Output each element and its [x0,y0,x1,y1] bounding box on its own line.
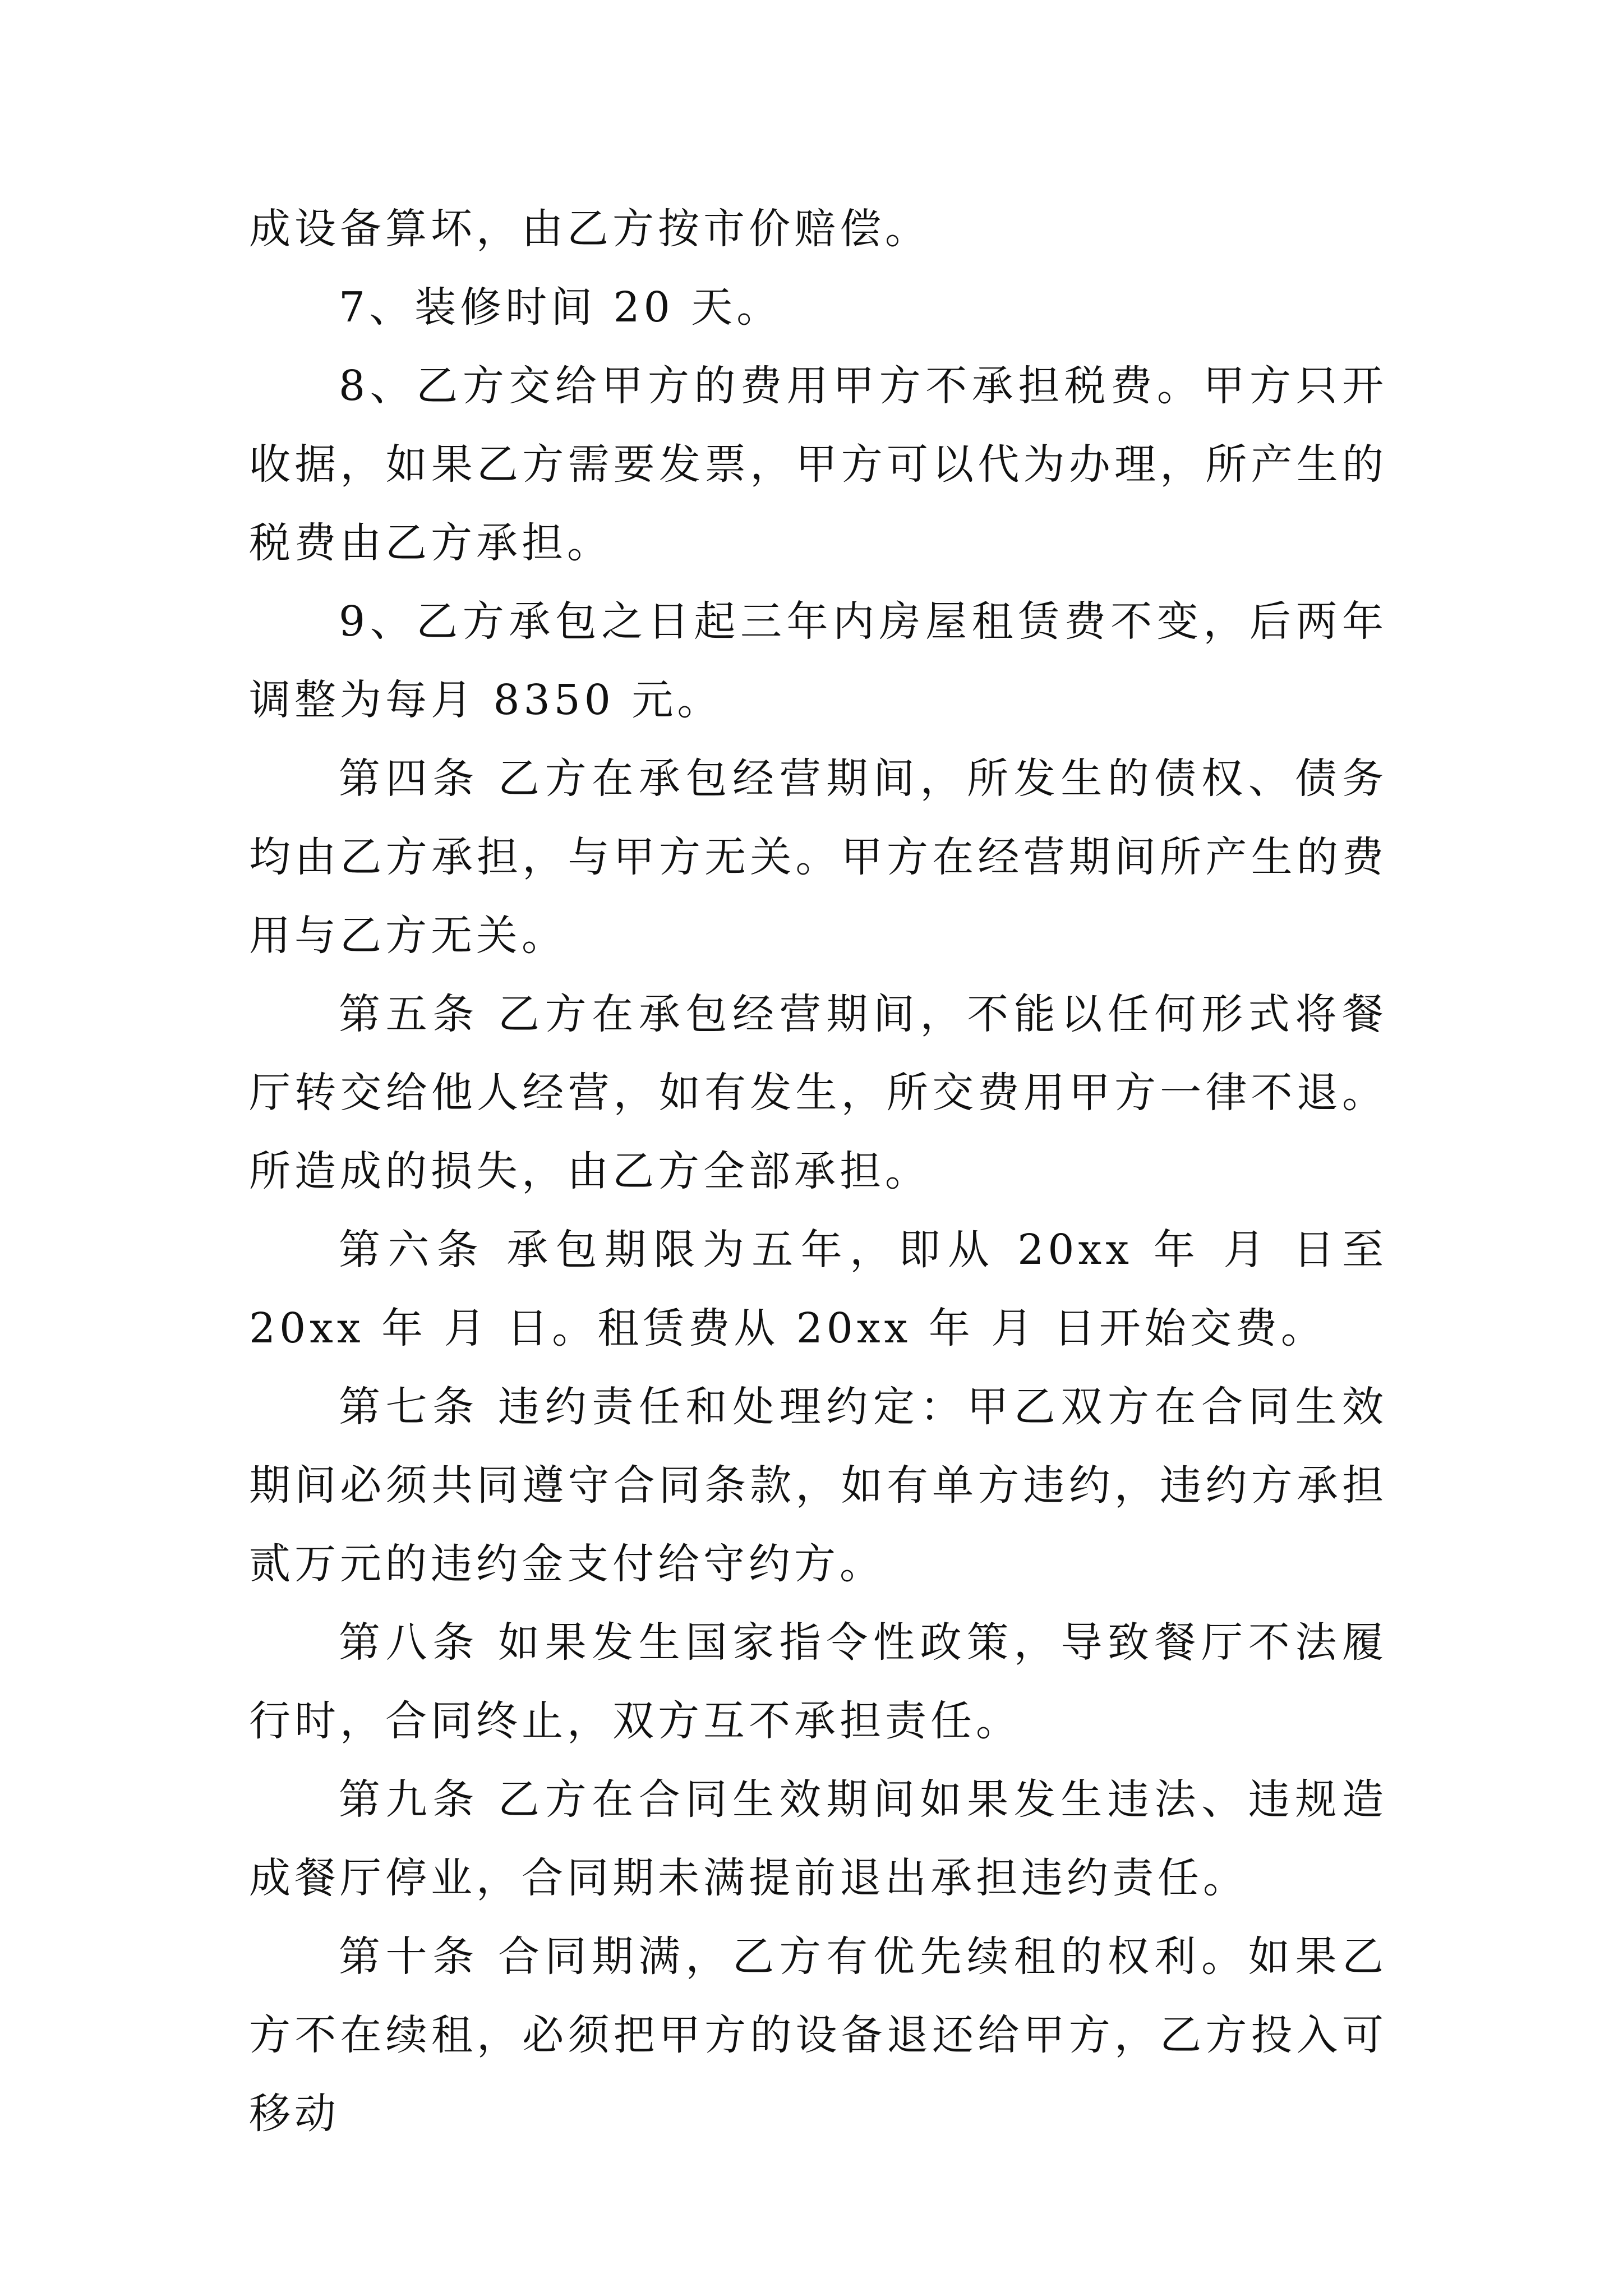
paragraph-article-4: 第四条 乙方在承包经营期间，所发生的债权、债务均由乙方承担，与甲方无关。甲方在经营期间所产生的费用与乙方无关。 [249,754,1387,960]
paragraph-article-9: 第九条 乙方在合同生效期间如果发生违法、违规造成餐厅停业，合同期未满提前退出承担违约责任。 [249,1775,1387,1902]
paragraph-article-5: 第五条 乙方在承包经营期间，不能以任何形式将餐厅转交给他人经营，如有发生，所交费用甲方一律不退。所造成的损失，由乙方全部承担。 [249,990,1387,1195]
document-body [249,190,1387,2153]
paragraph-continuation: 成设备算坏，由乙方按市价赔偿。 [249,205,930,253]
paragraph-item-7: 7、装修时间 20 天。 [339,283,782,332]
paragraph-article-7: 第七条 违约责任和处理约定：甲乙双方在合同生效期间必须共同遵守合同条款，如有单方违约，违约方承担贰万元的违约金支付给守约方。 [249,1383,1387,1588]
paragraph-item-8: 8、乙方交给甲方的费用甲方不承担税费。甲方只开收据，如果乙方需要发票，甲方可以代为办理，所产生的税费由乙方承担。 [249,362,1387,567]
paragraph-article-10: 第十条 合同期满，乙方有优先续租的权利。如果乙方不在续租，必须把甲方的设备退还给甲方，乙方投入可移动 [249,1932,1387,2138]
paragraph-item-9: 9、乙方承包之日起三年内房屋租赁费不变，后两年调整为每月 8350 元。 [249,597,1387,724]
paragraph-article-8: 第八条 如果发生国家指令性政策，导致餐厅不法履行时，合同终止，双方互不承担责任。 [249,1618,1387,1745]
paragraph-article-6: 第六条 承包期限为五年，即从 20xx 年 月 日至 20xx 年 月 日。租赁费从 20xx 年 月 日开始交费。 [249,1226,1387,1352]
